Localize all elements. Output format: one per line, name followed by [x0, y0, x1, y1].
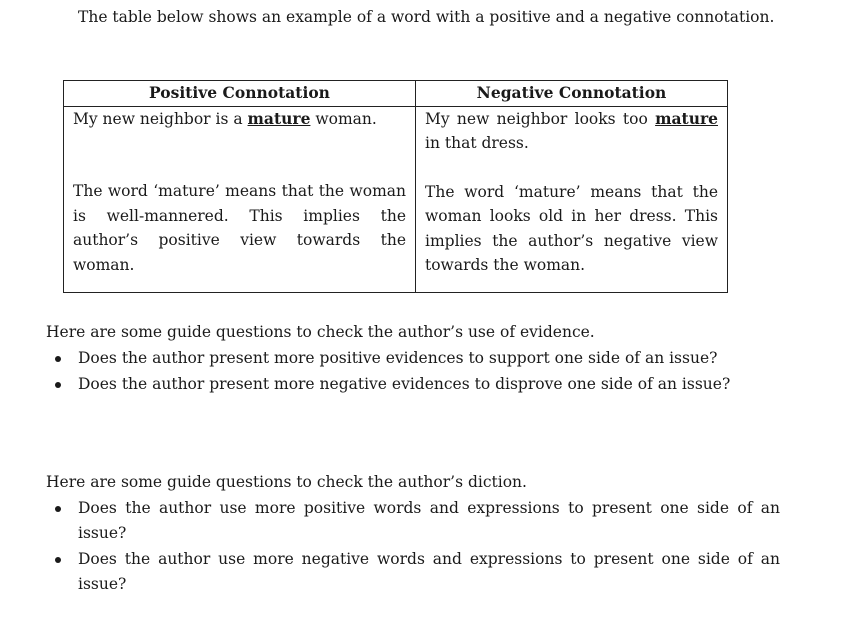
- highlighted-word: mature: [247, 108, 311, 128]
- header-negative: Negative Connotation: [416, 81, 728, 107]
- intro-paragraph: The table below shows an example of a word with a positive and a negative connotation.: [78, 8, 775, 26]
- sentence-text: in that dress.: [425, 134, 529, 152]
- positive-sentence: [73, 107, 406, 132]
- sentence-text: My new neighbor is a: [73, 109, 248, 128]
- sentence-text: woman.: [310, 109, 377, 128]
- list-item: Does the author use more negative words and expressions to present one side of an issue?: [55, 547, 780, 597]
- diction-questions: [55, 496, 780, 598]
- list-item: Does the author present more positive evidences to support one side of an issue?: [55, 346, 780, 371]
- evidence-heading: Here are some guide questions to check the author’s use of evidence.: [46, 323, 595, 341]
- table-row: [64, 106, 728, 292]
- negative-sentence: [425, 107, 718, 156]
- table-header-row: [64, 81, 728, 107]
- sentence-text: My new neighbor looks too: [425, 109, 656, 128]
- evidence-questions: [55, 346, 780, 398]
- negative-explanation: The word ‘mature’ means that the woman looks old in her dress. This implies the author’s negative view towards the woman.: [425, 182, 718, 274]
- highlighted-word: mature: [655, 108, 718, 128]
- list-item: Does the author use more positive words and expressions to present one side of an issue?: [55, 496, 780, 546]
- diction-heading: Here are some guide questions to check the author’s diction.: [46, 473, 527, 491]
- connotation-table: [63, 80, 728, 293]
- list-item: Does the author present more negative evidences to disprove one side of an issue?: [55, 372, 780, 397]
- positive-cell: [64, 106, 416, 292]
- negative-cell: [416, 106, 728, 292]
- positive-explanation: The word ‘mature’ means that the woman is well-mannered. This implies the author’s positive view towards the woman.: [73, 182, 406, 274]
- header-positive: Positive Connotation: [64, 81, 416, 107]
